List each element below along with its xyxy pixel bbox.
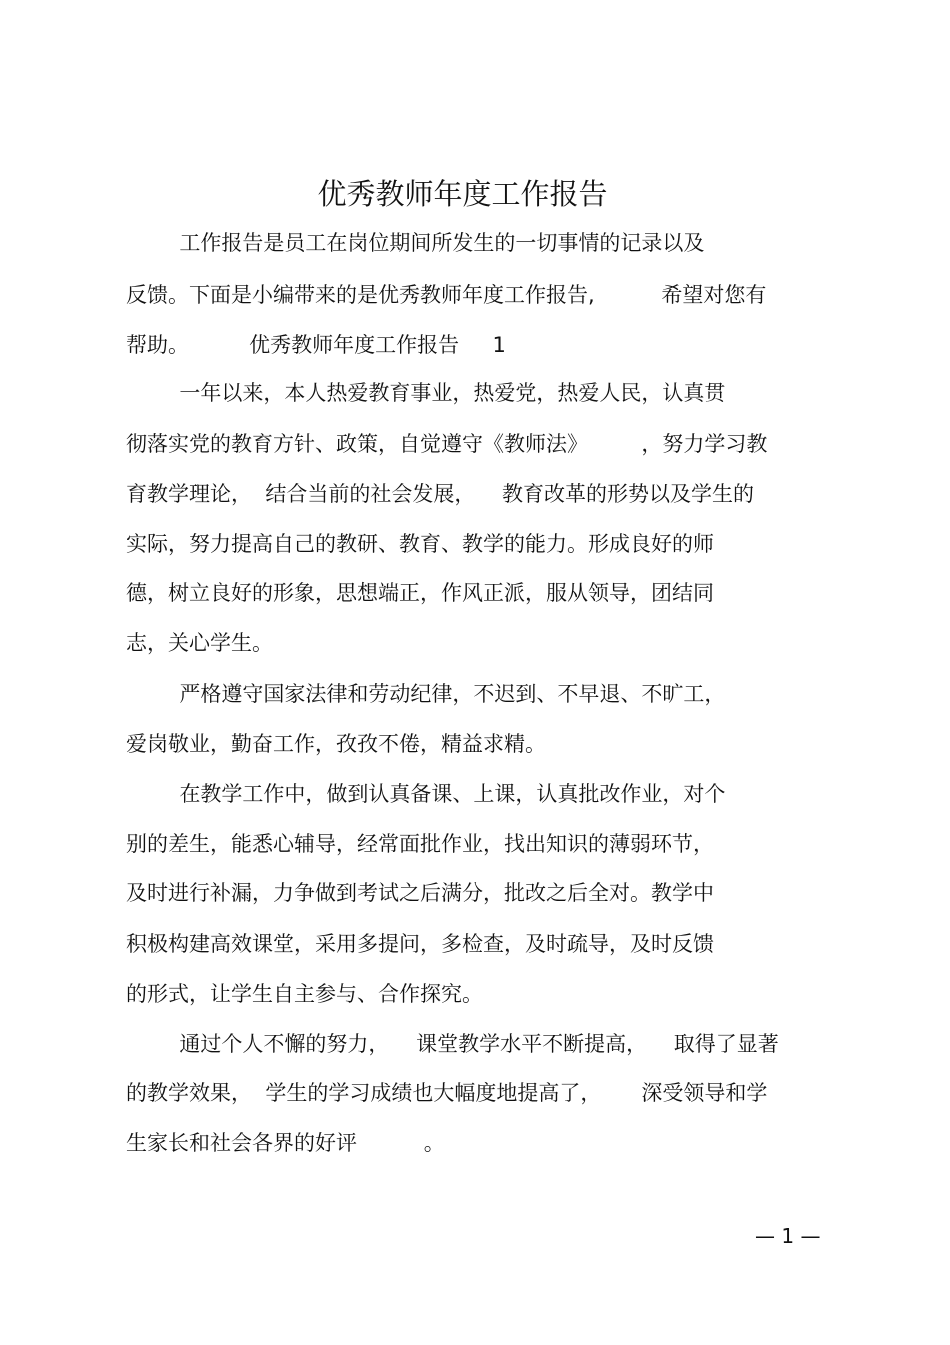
body-line-1: 工作报告是员工在岗位期间所发生的一切事情的记录以及 [126, 231, 705, 255]
body-line-13: 别的差生，能悉心辅导，经常面批作业，找出知识的薄弱环节， [126, 832, 714, 856]
body-line-12: 在教学工作中，做到认真备课、上课，认真批改作业，对个 [126, 782, 726, 806]
body-line-5: 彻落实党的教育方针、政策，自觉遵守《教师法》 ，努力学习教 [126, 432, 768, 456]
body-line-9: 志，关心学生。 [126, 631, 273, 655]
body-line-18: 的教学效果， 学生的学习成绩也大幅度地提高了， 深受领导和学 [126, 1081, 768, 1105]
body-line-3: 帮助。 优秀教师年度工作报告 1 [126, 333, 506, 357]
body-line-8: 德，树立良好的形象，思想端正，作风正派，服从领导，团结同 [126, 581, 714, 605]
body-line-4: 一年以来，本人热爱教育事业，热爱党，热爱人民，认真贯 [126, 381, 726, 405]
body-line-6: 育教学理论， 结合当前的社会发展， 教育改革的形势以及学生的 [126, 482, 755, 506]
document-title: 优秀教师年度工作报告 [317, 177, 608, 211]
body-line-17: 通过个人不懈的努力， 课堂教学水平不断提高， 取得了显著 [126, 1032, 779, 1056]
page-number: — 1 — [755, 1224, 821, 1248]
body-line-14: 及时进行补漏，力争做到考试之后满分，批改之后全对。教学中 [126, 881, 714, 905]
body-line-2: 反馈。下面是小编带来的是优秀教师年度工作报告, 希望对您有 [126, 283, 767, 307]
body-line-19: 生家长和社会各界的好评 。 [126, 1131, 445, 1155]
body-line-16: 的形式，让学生自主参与、合作探究。 [126, 982, 483, 1006]
body-line-10: 严格遵守国家法律和劳动纪律，不迟到、不早退、不旷工， [126, 682, 726, 706]
body-line-15: 积极构建高效课堂，采用多提问，多检查，及时疏导，及时反馈 [126, 932, 714, 956]
body-line-11: 爱岗敬业，勤奋工作，孜孜不倦，精益求精。 [126, 732, 546, 756]
body-line-7: 实际，努力提高自己的教研、教育、教学的能力。形成良好的师 [126, 532, 714, 556]
